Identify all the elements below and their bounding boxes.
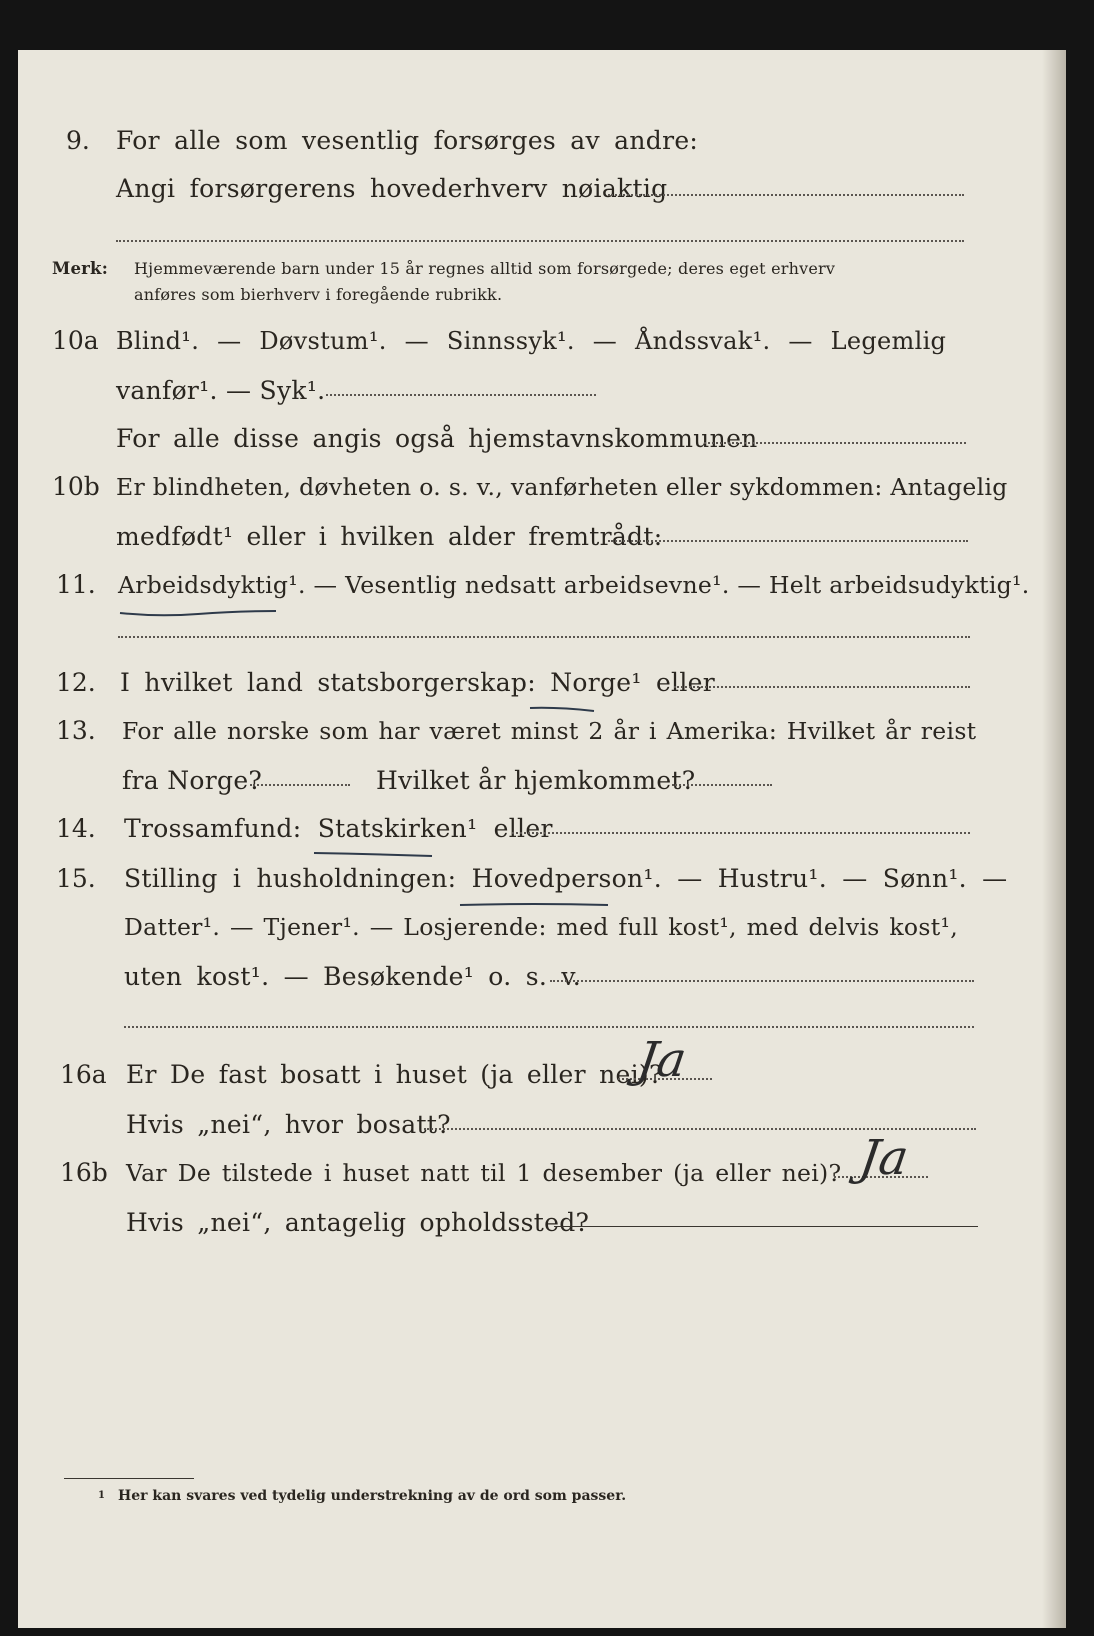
- q13-hjemkommet-line[interactable]: [672, 784, 772, 786]
- q9-line2: Angi forsørgerens hovederhverv nøiaktig: [116, 174, 668, 203]
- q12-norge[interactable]: Norge: [550, 668, 632, 697]
- q16a-number: 16a: [60, 1060, 107, 1089]
- q14-underline-mark: [312, 844, 436, 854]
- q14-text: [124, 814, 553, 844]
- q14-prefix: Trossamfund:: [124, 814, 302, 843]
- q10b-line2: medfødt¹ eller i hvilken alder fremtrådt:: [116, 522, 663, 551]
- q10a-answer-line[interactable]: [326, 394, 596, 396]
- q15-line2: Datter¹. — Tjener¹. — Losjerende: med full kost¹, med delvis kost¹,: [124, 913, 958, 941]
- q14-statskirken[interactable]: Statskirken: [317, 814, 468, 843]
- q11-arbeidsdyktig[interactable]: Arbeidsdyktig: [118, 571, 289, 599]
- q15-suffix: ¹. — Hustru¹. — Sønn¹. —: [643, 864, 1008, 893]
- q12-prefix: I hvilket land statsborgerskap:: [120, 668, 536, 697]
- q12-underline-mark: [528, 698, 596, 708]
- q10b-answer-line[interactable]: [608, 540, 968, 542]
- q14-number: 14.: [56, 814, 96, 843]
- q13-line2b: Hvilket år hjemkommet?: [376, 766, 696, 795]
- q14-suffix: ¹ eller: [467, 814, 553, 843]
- q15-number: 15.: [56, 864, 96, 893]
- q16a-handwritten-answer[interactable]: Ja: [634, 1032, 690, 1088]
- q15-answer-line-2[interactable]: [124, 1026, 974, 1028]
- q10a-line2: vanfør¹. — Syk¹.: [116, 376, 326, 405]
- q10a-number: 10a: [52, 326, 99, 355]
- q12-text: [120, 668, 715, 698]
- footnote-text: Her kan svares ved tydelig understrekning av de ord som passer.: [118, 1488, 627, 1504]
- q10a-hjemstavn-line[interactable]: [704, 442, 966, 444]
- q9-answer-line-2[interactable]: [116, 240, 964, 242]
- q9-number: 9.: [66, 126, 90, 155]
- q15-answer-line[interactable]: [550, 980, 974, 982]
- merk-line1: Hjemmeværende barn under 15 år regnes alltid som forsørgede; deres eget erhverv: [134, 259, 836, 278]
- q13-line1: For alle norske som har været minst 2 år i Amerika: Hvilket år reist: [122, 717, 977, 745]
- q16b-line1: Var De tilstede i huset natt til 1 desember (ja eller nei)?: [126, 1159, 842, 1187]
- q13-line2a: fra Norge?: [122, 766, 263, 795]
- q15-underline-mark: [458, 894, 610, 904]
- q15-hovedperson[interactable]: Hovedperson: [471, 864, 644, 893]
- q11-underline-mark: [118, 602, 278, 612]
- q12-suffix: ¹ eller: [631, 668, 715, 697]
- merk-line2: anføres som bierhverv i foregående rubrikk.: [134, 285, 503, 304]
- q13-reist-line[interactable]: [250, 784, 350, 786]
- q14-answer-line[interactable]: [512, 832, 970, 834]
- q16a-line1: Er De fast bosatt i huset (ja eller nei)?: [126, 1060, 663, 1089]
- q16b-handwritten-answer[interactable]: Ja: [856, 1130, 912, 1186]
- q10a-line3: For alle disse angis også hjemstavnskommunen: [116, 424, 758, 453]
- q13-number: 13.: [56, 716, 96, 745]
- q9-answer-line[interactable]: [608, 194, 964, 196]
- q16b-opholdssted-line[interactable]: [554, 1226, 978, 1227]
- footnote-rule: [64, 1478, 194, 1479]
- footnote-mark: 1: [98, 1490, 105, 1501]
- q12-number: 12.: [56, 668, 96, 697]
- q16a-line2: Hvis „nei“, hvor bosatt?: [126, 1110, 451, 1139]
- q10a-line1: Blind¹. — Døvstum¹. — Sinnssyk¹. — Åndssvak¹. — Legemlig: [116, 327, 947, 355]
- q15-line1: [124, 864, 1007, 894]
- q15-prefix: Stilling i husholdningen:: [124, 864, 457, 893]
- q10b-number: 10b: [52, 472, 100, 501]
- census-form-page: [18, 50, 1066, 1628]
- q11-number: 11.: [56, 570, 96, 599]
- q10b-line1: Er blindheten, døvheten o. s. v., vanførheten eller sykdommen: Antagelig: [116, 473, 1008, 501]
- merk-label: Merk:: [52, 259, 108, 278]
- q16b-number: 16b: [60, 1158, 108, 1187]
- q15-line3: uten kost¹. — Besøkende¹ o. s. v.: [124, 962, 582, 991]
- q16b-line2: Hvis „nei“, antagelig opholdssted?: [126, 1208, 590, 1237]
- q11-answer-line[interactable]: [118, 636, 970, 638]
- q12-answer-line[interactable]: [674, 686, 970, 688]
- q11-text: [118, 570, 1030, 600]
- q11-rest: ¹. — Vesentlig nedsatt arbeidsevne¹. — Helt arbeidsudyktig¹.: [288, 571, 1030, 599]
- q9-line1: For alle som vesentlig forsørges av andre:: [116, 126, 699, 155]
